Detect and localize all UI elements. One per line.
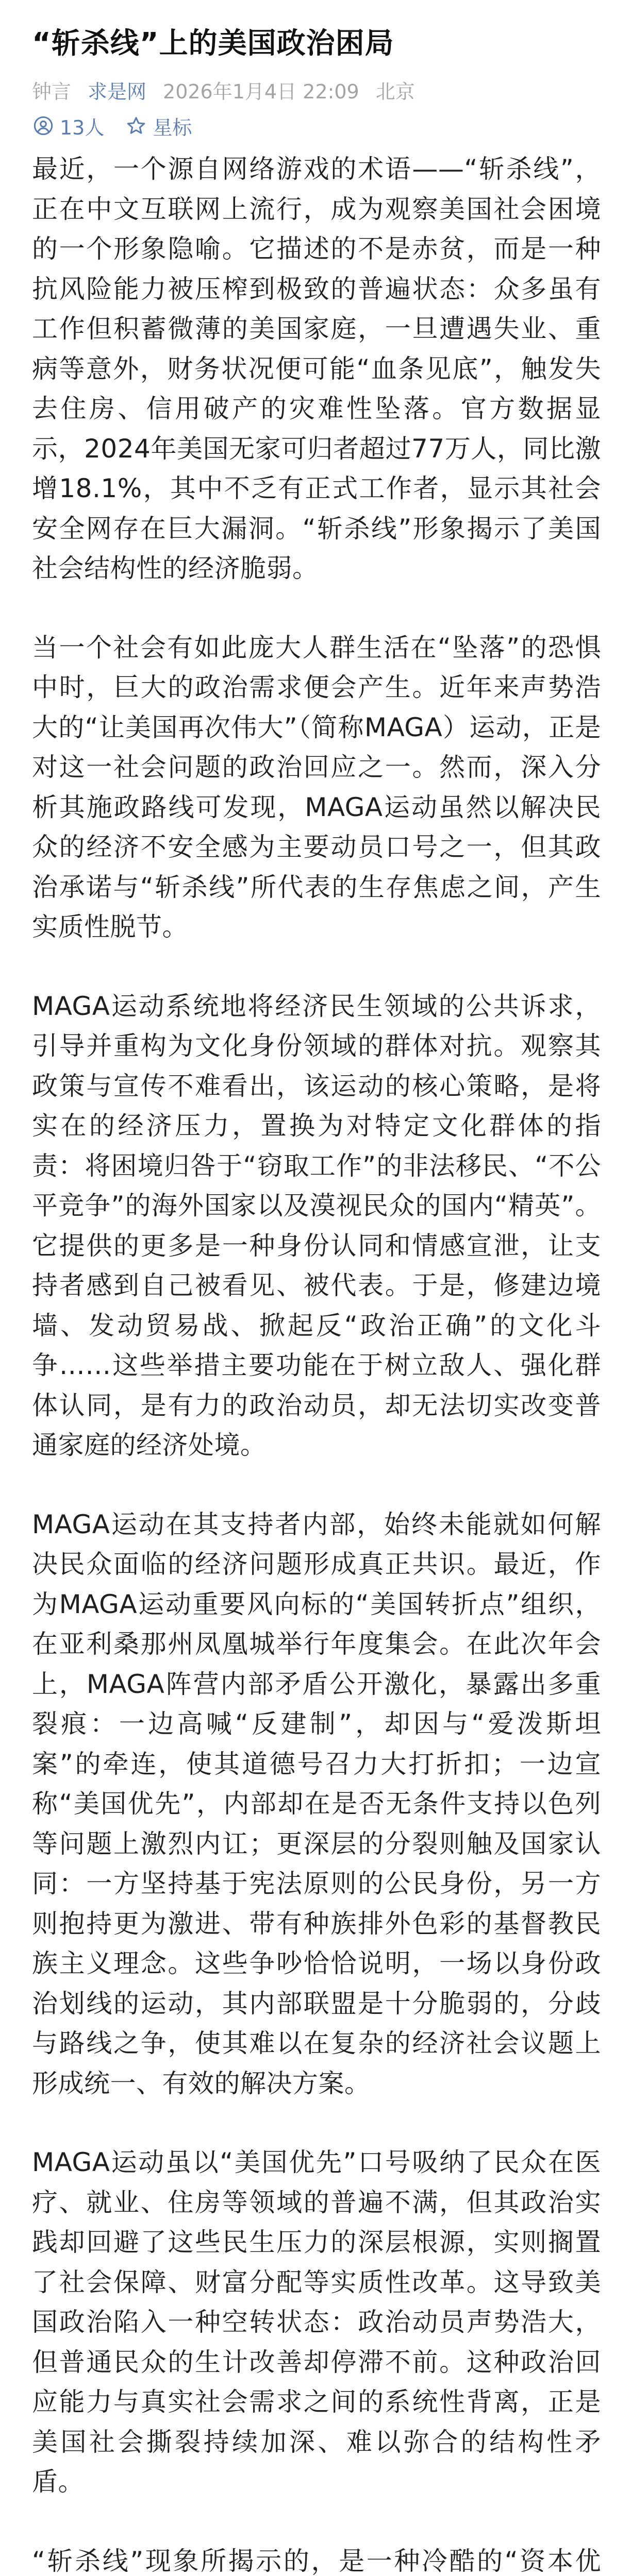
source-name[interactable]: 求是网 (88, 80, 147, 103)
article-paragraph: “斩杀线”现象所揭示的，是一种冷酷的“资本优 (32, 2546, 601, 2576)
author-name[interactable]: 钟言 (32, 80, 72, 103)
article-meta (32, 74, 599, 105)
publish-location: 北京 (375, 80, 415, 103)
article-actions (32, 110, 599, 141)
users-icon (32, 114, 55, 137)
article-paragraph: MAGA运动在其支持者内部，始终未能就如何解决民众面临的经济问题形成真正共识。最近，作为MAGA运动重要风向标的“美国转折点”组织，在亚利桑那州凤凰城举行年度集会。在此次年会上，MAGA阵营内部矛盾公开激化，暴露出多重裂痕：一边高喊“反建制”，却因与“爱泼斯坦案”的牵连，使其道德号召力大打折扣；一边宣称“美国优先”，内部却在是否无条件支持以色列等问题上激烈内讧；更深层的分裂则触及国家认同：一方坚持基于宪法原则的公民身份，另一方则抱持更为激进、带有种族排外色彩的基督教民族主义理念。这些争吵恰恰说明，一场以身份政治划线的运动，其内部联盟是十分脆弱的，分歧与路线之争，使其难以在复杂的经济社会议题上形成统一、有效的解决方案。 (32, 1509, 601, 2098)
star-icon (125, 114, 147, 137)
follow-count-button[interactable] (32, 112, 104, 140)
article-paragraph: MAGA运动系统地将经济民生领域的公共诉求，引导并重构为文化身份领域的群体对抗。观察其政策与宣传不难看出，该运动的核心策略，是将实在的经济压力，置换为对特定文化群体的指责：将困境归咎于“窃取工作”的非法移民、“不公平竞争”的海外国家以及漠视民众的国内“精英”。它提供的更多是一种身份认同和情感宣泄，让支持者感到自己被看见、被代表。于是，修建边境墙、发动贸易战、掀起反“政治正确”的文化斗争……这些举措主要功能在于树立敌人、强化群体认同，是有力的政治动员，却无法切实改变普通家庭的经济处境。 (32, 991, 601, 1460)
star-button[interactable] (125, 112, 192, 140)
article-paragraph: 当一个社会有如此庞大人群生活在“坠落”的恐惧中时，巨大的政治需求便会产生。近年来声势浩大的“让美国再次伟大”（简称MAGA）运动，正是对这一社会问题的政治回应之一。然而，深入分析其施政路线可发现，MAGA运动虽然以解决民众的经济不安全感为主要动员口号之一，但其政治承诺与“斩杀线”所代表的生存焦虑之间，产生实质性脱节。 (32, 632, 601, 942)
article-title: “斩杀线”上的美国政治困局 (32, 27, 394, 60)
article-paragraph: 最近，一个源自网络游戏的术语——“斩杀线”，正在中文互联网上流行，成为观察美国社会困境的一个形象隐喻。它描述的不是赤贫，而是一种抗风险能力被压榨到极致的普遍状态：众多虽有工作但积蓄微薄的美国家庭，一旦遭遇失业、重病等意外，财务状况便可能“血条见底”，触发失去住房、信用破产的灾难性坠落。官方数据显示，2024年美国无家可归者超过77万人，同比激增18.1%，其中不乏有正式工作者，显示其社会安全网存在巨大漏洞。“斩杀线”形象揭示了美国社会结构性的经济脆弱。 (32, 154, 601, 583)
star-label: 星标 (153, 116, 192, 139)
publish-datetime: 2026年1月4日 22:09 (163, 80, 359, 103)
article-paragraph: MAGA运动虽以“美国优先”口号吸纳了民众在医疗、就业、住房等领域的普遍不满，但其政治实践却回避了这些民生压力的深层根源，实则搁置了社会保障、财富分配等实质性改革。这导致美国政治陷入一种空转状态：政治动员声势浩大，但普通民众的生计改善却停滞不前。这种政治回应能力与真实社会需求之间的系统性背离，正是美国社会撕裂持续加深、难以弥合的结构性矛盾。 (32, 2147, 601, 2497)
follow-count-label: 13人 (60, 116, 105, 139)
article-body (32, 149, 601, 2576)
